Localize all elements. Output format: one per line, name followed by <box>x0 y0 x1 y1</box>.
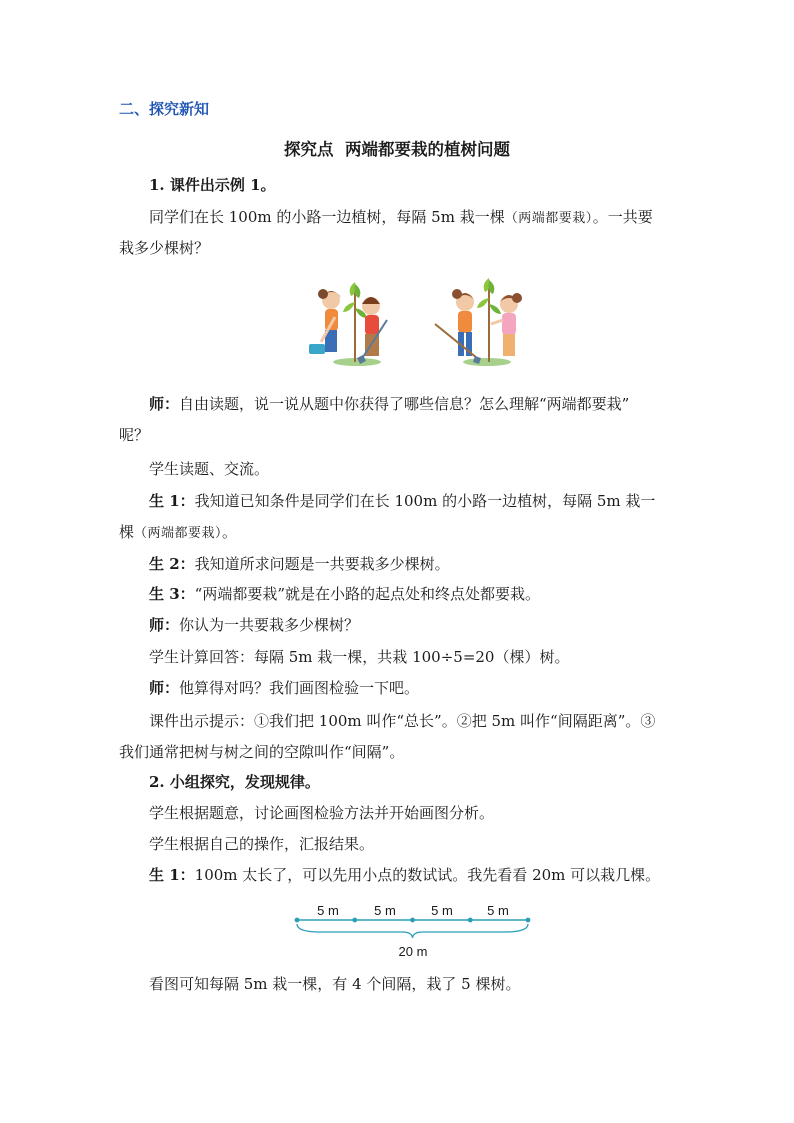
speaker-label: 师： <box>149 679 180 697</box>
speaker-label: 生 3： <box>149 585 195 603</box>
page-title: 探究点 两端都要栽的植树问题 <box>284 140 510 159</box>
student3-line <box>119 579 679 610</box>
conclusion-line: 看图可知每隔 5m 栽一棵，有 4 个间隔，栽了 5 棵树。 <box>149 975 521 993</box>
student-text: 我知道已知条件是同学们在长 100m 的小路一边植树，每隔 5m 栽一 <box>194 492 656 510</box>
student-calc-line: 学生计算回答：每隔 5m 栽一棵，共栽 100÷5=20（棵）树。 <box>149 648 570 666</box>
group-line1: 学生根据题意，讨论画图检验方法并开始画图分析。 <box>149 804 495 822</box>
speaker-label: 生 1： <box>149 866 195 884</box>
teacher-text: 自由读题，说一说从题中你获得了哪些信息？怎么理解“两端都要栽” <box>179 395 630 413</box>
teacher2-line <box>119 610 679 641</box>
total-brace <box>297 924 528 938</box>
student-text-tail: 。 <box>222 523 238 541</box>
problem-line2: 栽多少棵树？ <box>119 239 210 257</box>
speaker-label: 生 1： <box>149 492 195 510</box>
speaker-label: 师： <box>149 616 180 634</box>
section-heading: 二、探究新知 <box>119 100 210 118</box>
hint-line2: 我们通常把树与树之间的空隙叫作“间隔”。 <box>119 743 405 761</box>
total-label: 20 m <box>398 944 428 959</box>
segment-label: 5 m <box>317 903 339 918</box>
student2-line <box>119 549 679 580</box>
student1-line2 <box>119 517 679 549</box>
student-note: （两端都要栽） <box>134 526 223 541</box>
tree-point <box>410 918 415 923</box>
teacher-text: 你认为一共要栽多少棵树？ <box>179 616 360 634</box>
tree-planting-illustration <box>295 272 533 372</box>
student1-line1 <box>119 486 679 517</box>
teacher-text: 他算得对吗？我们画图检验一下吧。 <box>179 679 420 697</box>
segment-label: 5 m <box>374 903 396 918</box>
student1b-line <box>119 860 679 891</box>
problem-text: 同学们在长 100m 的小路一边植树，每隔 5m 栽一棵 <box>149 208 505 226</box>
problem-note: （两端都要栽） <box>504 211 593 226</box>
teacher-line2: 呢？ <box>119 426 150 444</box>
problem-tail: 。一共要 <box>592 208 653 226</box>
tree-point <box>352 918 357 923</box>
speaker-label: 生 2： <box>149 555 195 573</box>
segment-label: 5 m <box>487 903 509 918</box>
students-read: 学生读题、交流。 <box>149 460 270 478</box>
teacher3-line <box>119 673 679 704</box>
problem-line1 <box>119 202 679 234</box>
tree-point <box>295 918 300 923</box>
student-text: 100m 太长了，可以先用小点的数试试。我先看看 20m 可以栽几棵。 <box>194 866 661 884</box>
group-line2: 学生根据自己的操作，汇报结果。 <box>149 835 375 853</box>
tree-point <box>468 918 473 923</box>
segment-label: 5 m <box>431 903 453 918</box>
hint-line1: 课件出示提示：①我们把 100m 叫作“总长”。②把 5m 叫作“间隔距离”。③ <box>149 712 656 730</box>
planting-diagram <box>290 896 540 964</box>
speaker-label: 师： <box>149 395 180 413</box>
student-text: “两端都要栽”就是在小路的起点处和终点处都要栽。 <box>194 585 541 603</box>
student-text: 我知道所求问题是一共要栽多少棵树。 <box>194 555 450 573</box>
teacher-line1 <box>119 389 679 420</box>
step2-heading: 2. 小组探究，发现规律。 <box>149 773 320 791</box>
student-text: 棵 <box>119 523 135 541</box>
step1-heading: 1. 课件出示例 1。 <box>149 176 276 194</box>
tree-point <box>526 918 531 923</box>
